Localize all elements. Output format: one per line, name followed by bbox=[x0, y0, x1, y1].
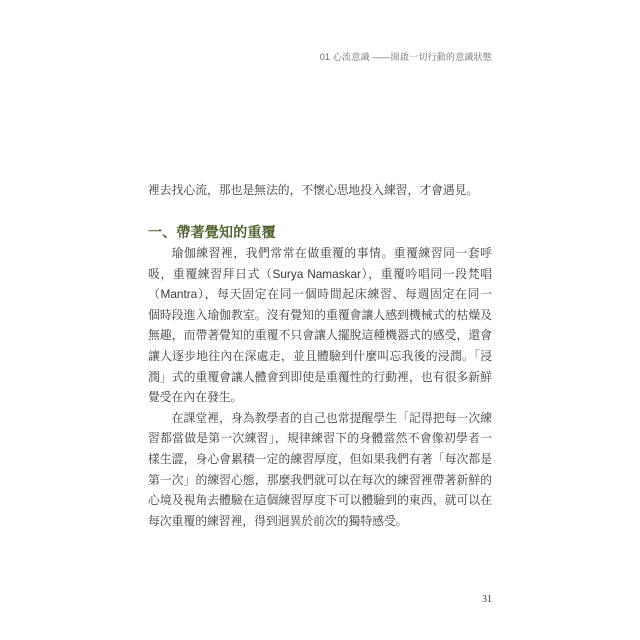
text-line: 吸，重覆練習拜日式（Surya Namaskar），重覆吟唱同一段梵唱 bbox=[148, 266, 492, 281]
text-line: 在課堂裡，身為教學者的自己也常提醒學生「記得把每一次練 bbox=[171, 410, 492, 425]
paragraph bbox=[148, 408, 492, 532]
text-line: 潤」式的重覆會讓人體會到即使是重覆性的行動裡，也有很多新鮮 bbox=[148, 369, 492, 384]
paragraph bbox=[148, 243, 492, 408]
text-line: 第一次」的練習心態，那麼我們就可以在每次的練習裡帶著新鮮的 bbox=[148, 472, 492, 487]
text-line: （Mantra），每天固定在同一個時間起床練習、每週固定在同一 bbox=[148, 287, 492, 302]
text-line: 個時段進入瑜伽教室。沒有覺知的重覆會讓人感到機械式的枯燥及 bbox=[148, 307, 492, 322]
text-line: 心境及視角去體驗在這個練習厚度下可以體驗到的東西，就可以在 bbox=[148, 493, 492, 508]
running-header: 01 心流意識 ——開啟一切行動的意識狀態 bbox=[319, 52, 492, 62]
text-line: 習都當做是第一次練習」，規律練習下的身體當然不會像初學者一 bbox=[148, 431, 492, 446]
body-text bbox=[148, 243, 492, 531]
page-number: 31 bbox=[482, 594, 492, 605]
text-line: 樣生澀，身心會累積一定的練習厚度，但如果我們有著「每次都是 bbox=[148, 451, 492, 466]
continuation-line: 裡去找心流，那也是無法的，不懷心思地投入練習，才會遇見。 bbox=[148, 183, 479, 197]
text-line: 每次重覆的練習裡，得到迥異於前次的獨特感受。 bbox=[148, 513, 408, 528]
text-line: 瑜伽練習裡，我們常常在做重覆的事情。重覆練習同一套呼 bbox=[171, 246, 492, 260]
text-line: 無趣，而帶著覺知的重覆不只會讓人擺脫這種機器式的感受，還會 bbox=[148, 328, 492, 343]
text-line: 讓人逐步地往內在深處走，並且體驗到什麼叫忘我後的浸潤。「浸 bbox=[148, 348, 492, 363]
section-heading: 一、帶著覺知的重覆 bbox=[148, 224, 276, 240]
continuation-text bbox=[148, 180, 492, 201]
text-line: 覺受在內在發生。 bbox=[148, 390, 243, 405]
